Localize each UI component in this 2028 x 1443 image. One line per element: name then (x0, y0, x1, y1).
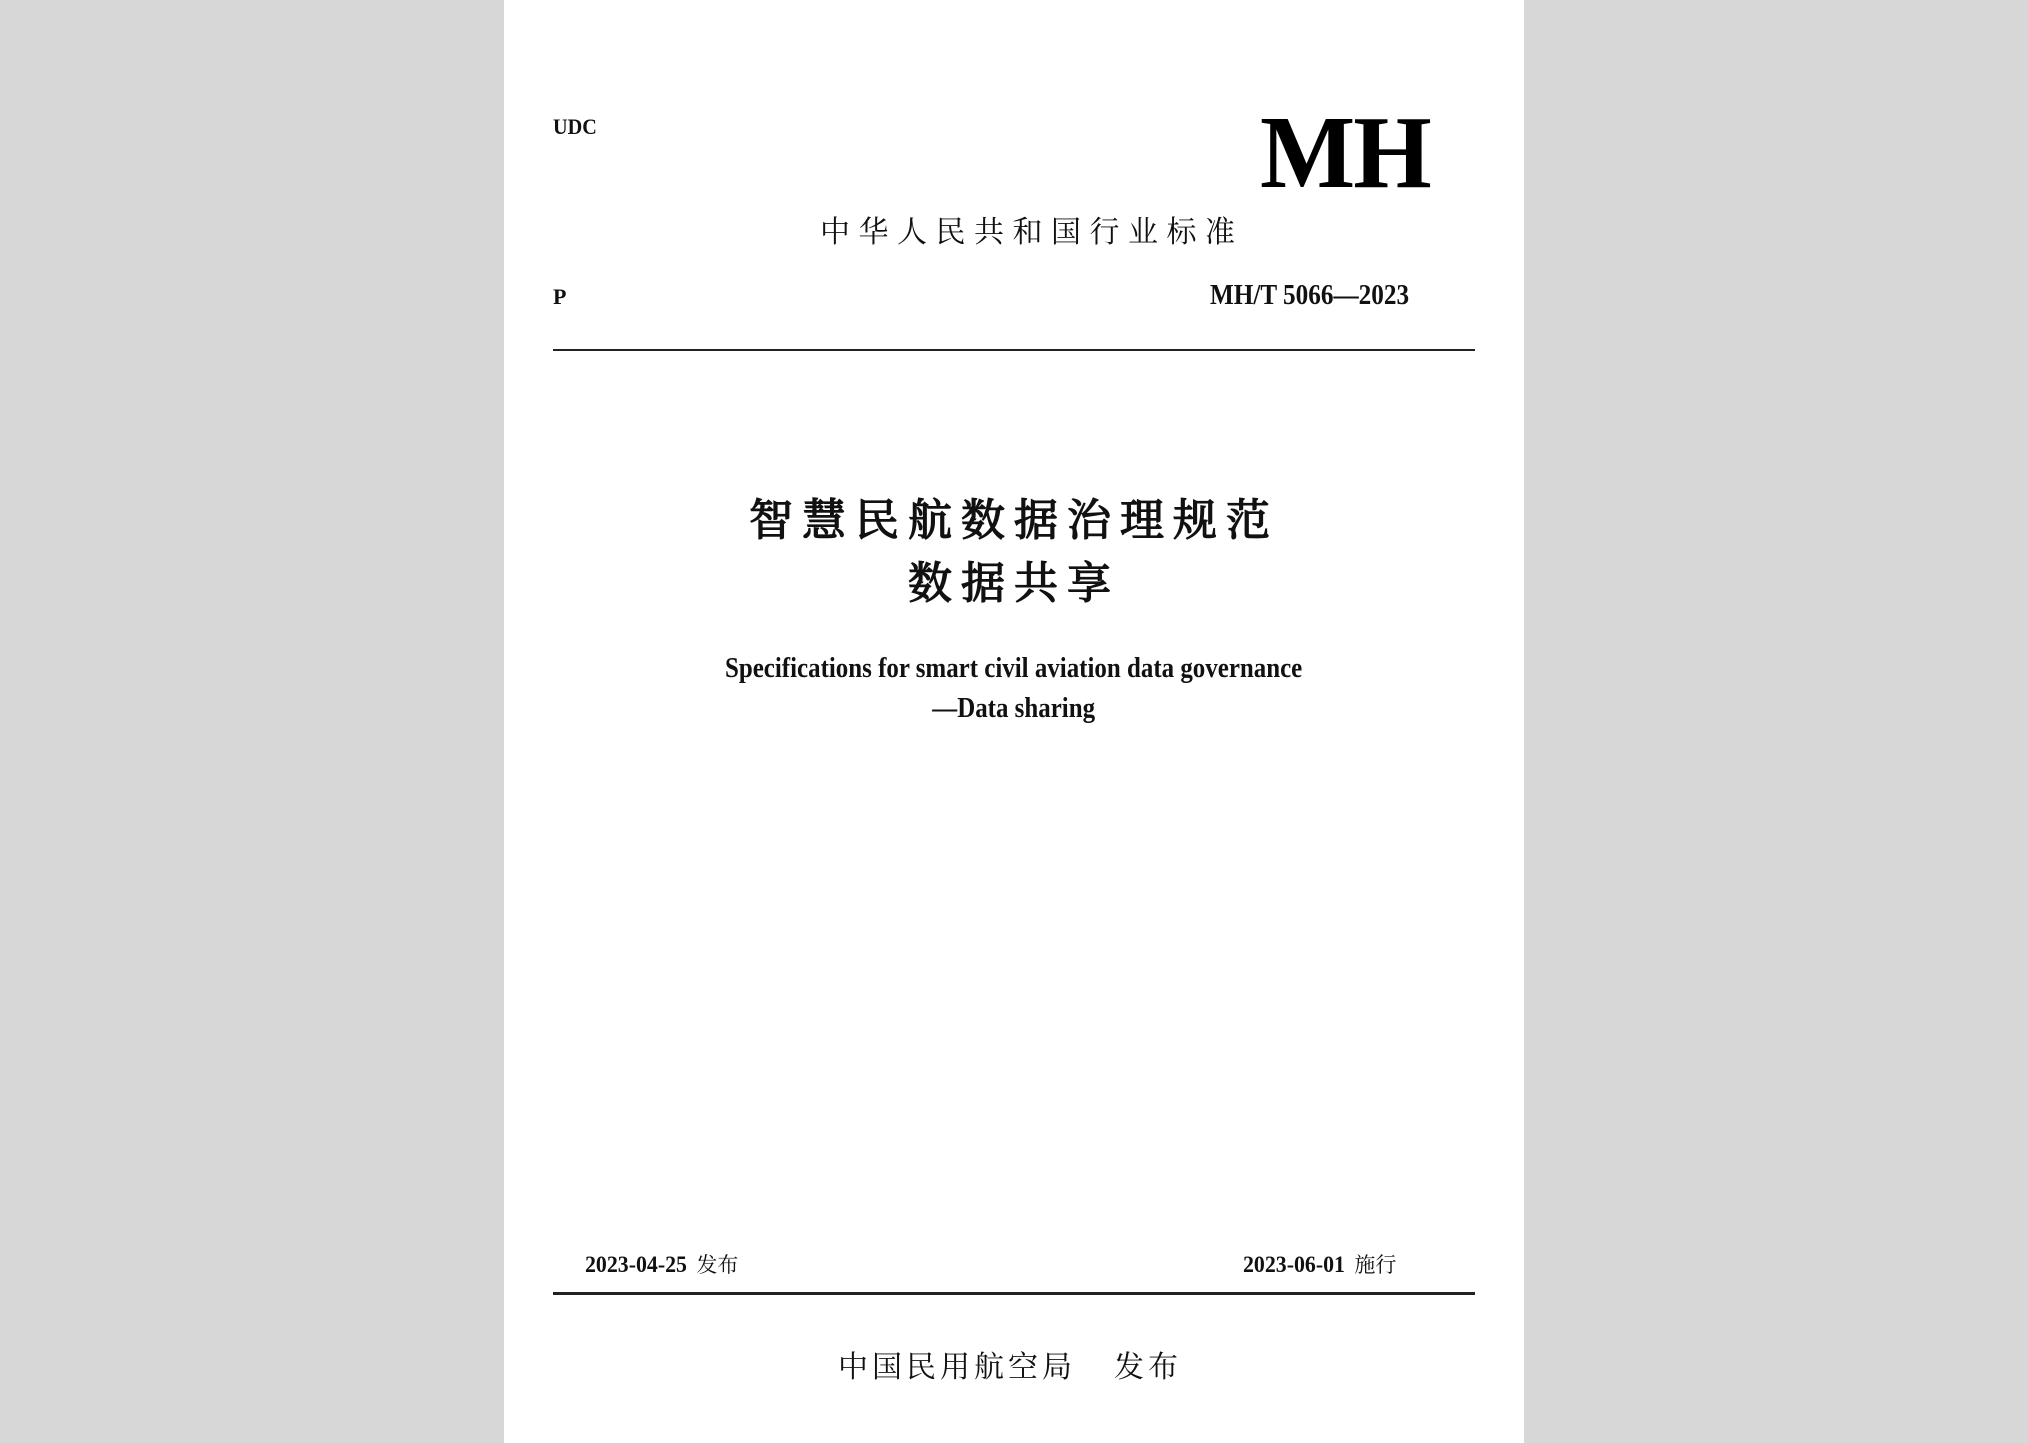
issue-date-label: 发布 (696, 1253, 739, 1277)
standard-logo: MH (1260, 95, 1430, 210)
title-cn-line2: 数据共享 (908, 558, 1120, 609)
effective-date-value: 2023-06-01 (1243, 1252, 1345, 1277)
standard-category: 中华人民共和国行业标准 (820, 215, 1244, 250)
title-en-line1-text: Specifications for smart civil aviation data governance (725, 652, 1303, 684)
publisher (838, 1348, 1182, 1388)
udc-label: UDC (553, 114, 597, 139)
issue-date (585, 1250, 738, 1280)
title-en-line2 (504, 688, 1524, 728)
document-page (504, 0, 1524, 1443)
title-en-line1 (504, 648, 1524, 688)
publisher-action: 发布 (1114, 1350, 1182, 1385)
footer-divider (553, 1292, 1475, 1295)
issue-date-value: 2023-04-25 (585, 1252, 687, 1277)
standard-number: MH/T 5066—2023 (1210, 280, 1410, 311)
classification-code: P (553, 284, 567, 309)
publisher-name: 中国民用航空局 (838, 1350, 1076, 1385)
effective-date-label: 施行 (1354, 1253, 1397, 1277)
header-divider (553, 349, 1475, 351)
title-en-line2-text: —Data sharing (932, 692, 1096, 724)
title-cn-line1: 智慧民航数据治理规范 (749, 495, 1279, 546)
effective-date (1243, 1250, 1396, 1280)
